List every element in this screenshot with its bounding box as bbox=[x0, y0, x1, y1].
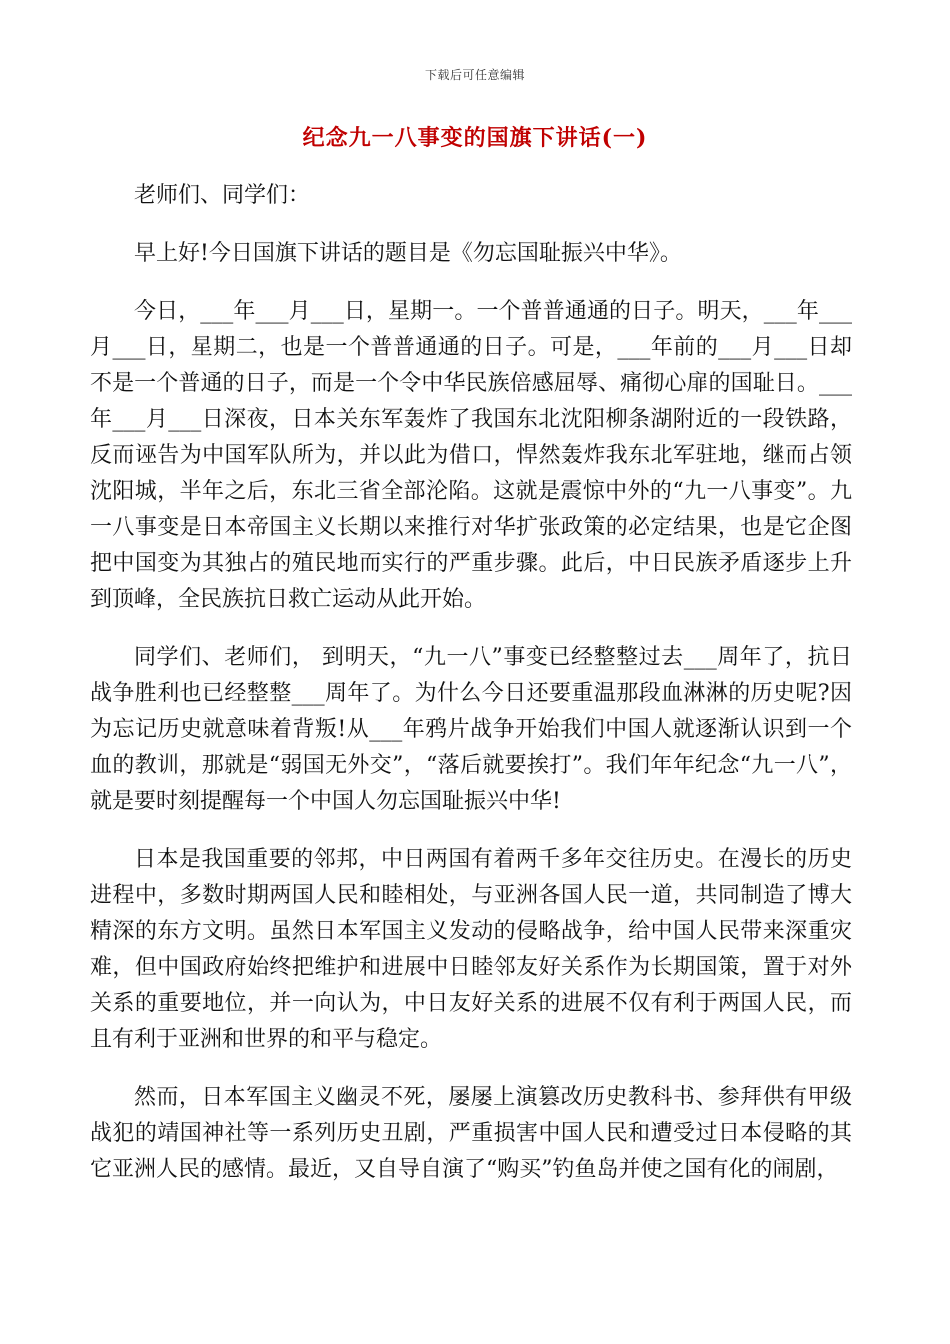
body-paragraph-2: 同学们、老师们， 到明天，“九一八”事变已经整整过去___周年了，抗日战争胜利也已经整整___周年了。为什么今日还要重温那段血淋淋的历史呢?因为忘记历史就意味着背叛!从___年鸦片战争开始我们中国人就逐渐认识到一个血的教训，那就是“弱国无外交”，“落后就要挨打”。我们年年纪念“九一八”，就是要时刻提醒每一个中国人勿忘国耻振兴中华! bbox=[90, 645, 852, 814]
header-note: 下载后可任意编辑 bbox=[424, 68, 525, 82]
document-body bbox=[90, 178, 852, 1210]
salutation-paragraph: 老师们、同学们： bbox=[134, 183, 311, 208]
document-title: 纪念九一八事变的国旗下讲话(一) bbox=[302, 125, 648, 151]
body-paragraph-4: 然而，日本军国主义幽灵不死，屡屡上演篡改历史教科书、参拜供有甲级战犯的靖国神社等一系列历史丑剧，严重损害中国人民和遭受过日本侵略的其它亚洲人民的感情。最近，又自导自演了“购买”钓鱼岛并使之国有化的闹剧， bbox=[90, 1085, 852, 1182]
greeting-paragraph: 早上好!今日国旗下讲话的题目是《勿忘国耻振兴中华》。 bbox=[134, 241, 682, 266]
body-paragraph-3: 日本是我国重要的邻邦，中日两国有着两千多年交往历史。在漫长的历史进程中，多数时期两国人民和睦相处，与亚洲各国人民一道，共同制造了博大精深的东方文明。虽然日本军国主义发动的侵略战争，给中国人民带来深重灾难，但中国政府始终把维护和进展中日睦邻友好关系作为长期国策，置于对外关系的重要地位，并一向认为，中日友好关系的进展不仅有利于两国人民，而且有利于亚洲和世界的和平与稳定。 bbox=[90, 847, 852, 1052]
body-paragraph-1: 今日，___年___月___日，星期一。一个普普通通的日子。明天，___年___月___日，星期二，也是一个普普通通的日子。可是，___年前的___月___日却不是一个普通的日子，而是一个令中华民族倍感屈辱、痛彻心扉的国耻日。___年___月___日深夜，日本关东军轰炸了我国东北沈阳柳条湖附近的一段铁路，反而诬告为中国军队所为，并以此为借口，悍然轰炸我东北军驻地，继而占领沈阳城，半年之后，东北三省全部沦陷。这就是震惊中外的“九一八事变”。九一八事变是日本帝国主义长期以来推行对华扩张政策的必定结果，也是它企图把中国变为其独占的殖民地而实行的严重步骤。此后，中日民族矛盾逐步上升到顶峰，全民族抗日救亡运动从此开始。 bbox=[90, 299, 852, 612]
